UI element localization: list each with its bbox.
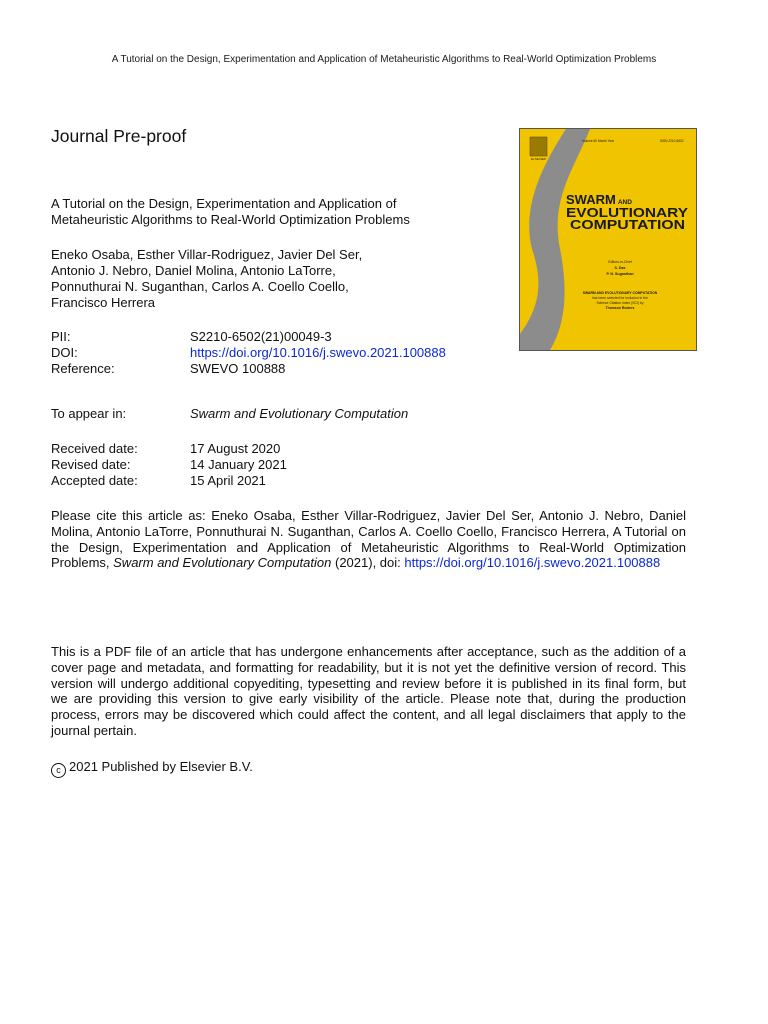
- elsevier-logo-icon: [530, 137, 547, 156]
- cover-editor-1: S. Das: [614, 266, 626, 270]
- accepted-date-value: 15 April 2021: [190, 473, 266, 488]
- received-date-label: Received date:: [51, 441, 138, 456]
- cover-publisher-mark: ELSEVIER: [531, 157, 546, 161]
- appear-in-value: Swarm and Evolutionary Computation: [190, 406, 409, 421]
- citation-prefix: Please cite this article as: Eneko Osaba, Esther Villar-Rodriguez, Javier Del Ser, Antonio J. Nebro, Daniel Molina, Antonio LaTorre, Ponnuthurai N. Suganthan, Carlos A. Coello Coello, Francisco Herrera, A Tutorial on the Design, Experimentation and Application of Metaheuristic Algorithms to Real-World Optimization Problems,: [51, 508, 686, 571]
- article-title-line: Metaheuristic Algorithms to Real-World Optimization Problems: [51, 212, 410, 227]
- author-line: Antonio J. Nebro, Daniel Molina, Antonio LaTorre,: [51, 263, 336, 278]
- cover-title-and-word: AND: [617, 199, 632, 206]
- revised-date-value: 14 January 2021: [190, 457, 287, 472]
- appear-in-label: To appear in:: [51, 406, 127, 421]
- cover-issn-line: ISSN 2210-6502: [660, 139, 684, 143]
- revised-date-label: Revised date:: [51, 457, 131, 472]
- copyright-text: 2021 Published by Elsevier B.V.: [69, 759, 253, 774]
- cover-volume-line: Volume 60 Month Year: [582, 139, 615, 143]
- article-title-line: A Tutorial on the Design, Experimentation and Application of: [51, 196, 397, 211]
- copyright-line: [51, 759, 253, 778]
- doi-link[interactable]: https://doi.org/10.1016/j.swevo.2021.100888: [190, 345, 446, 360]
- citation-journal: Swarm and Evolutionary Computation: [113, 555, 332, 571]
- reference-label: Reference:: [51, 361, 115, 376]
- cover-index-line-4: Thomson Reuters: [605, 306, 635, 310]
- article-title: [51, 196, 501, 228]
- author-line: Eneko Osaba, Esther Villar-Rodriguez, Javier Del Ser,: [51, 247, 363, 262]
- reference-value: SWEVO 100888: [190, 361, 286, 376]
- pii-label: PII:: [51, 329, 71, 344]
- cover-index-line-2: has been selected for inclusion in the: [592, 296, 648, 300]
- received-date-value: 17 August 2020: [190, 441, 281, 456]
- citation-suffix: (2021), doi:: [331, 555, 401, 571]
- pii-value: S2210-6502(21)00049-3: [190, 329, 332, 344]
- citation-paragraph: [51, 508, 686, 571]
- cover-editor-2: P. N. Suganthan: [606, 272, 634, 276]
- copyright-icon: c: [51, 763, 66, 778]
- cover-index-line-3: Science Citation Index (SCI) by: [596, 301, 644, 305]
- cover-title-computation: COMPUTATION: [570, 217, 685, 232]
- running-header: A Tutorial on the Design, Experimentation and Application of Metaheuristic Algorithms to Real-World Optimization Problems: [111, 54, 657, 65]
- author-list: [51, 247, 471, 311]
- pre-proof-notice: This is a PDF file of an article that has undergone enhancements after acceptance, such as the addition of a cover page and metadata, and formatting for readability, but it is not yet the definitive version of record. This version will undergo additional copyediting, typesetting and review before it is published in its final form, but we are providing this version to give early visibility of the article. Please note that, during the production process, errors may be discovered which could affect the content, and all legal disclaimers that apply to the journal pertain.: [51, 644, 686, 738]
- cover-editors-label: Editors-in-Chief: [608, 260, 632, 264]
- author-line: Ponnuthurai N. Suganthan, Carlos A. Coello Coello,: [51, 279, 349, 294]
- cover-title-swarm-word: SWARM: [566, 192, 616, 207]
- accepted-date-label: Accepted date:: [51, 473, 138, 488]
- author-line: Francisco Herrera: [51, 295, 156, 310]
- journal-pre-proof-label: Journal Pre-proof: [51, 126, 187, 146]
- citation-doi-link[interactable]: https://doi.org/10.1016/j.swevo.2021.100888: [404, 555, 661, 571]
- cover-index-line-1: SWARM AND EVOLUTIONARY COMPUTATION: [582, 291, 658, 295]
- cover-title-evolutionary: EVOLUTIONARY: [566, 205, 689, 220]
- doi-label: DOI:: [51, 345, 78, 360]
- journal-cover-image: [519, 128, 697, 351]
